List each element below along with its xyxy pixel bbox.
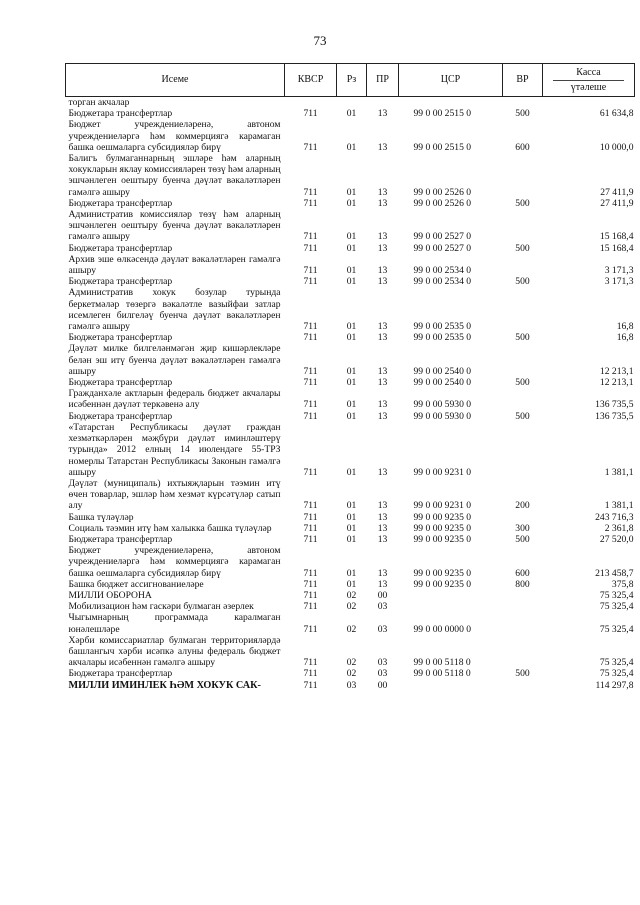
row-rz: 02 [346, 657, 357, 669]
table-row [66, 343, 635, 377]
header-pr: ПР [367, 64, 399, 97]
row-vr: 500 [515, 108, 530, 120]
row-pr: 13 [377, 265, 388, 277]
row-kvsr: 711 [303, 332, 318, 344]
row-pr: 13 [377, 231, 388, 243]
row-name: торган акчалар [68, 97, 130, 108]
table-row [66, 579, 635, 590]
row-vr [503, 209, 543, 243]
row-pr: 13 [377, 108, 388, 120]
row-rz: 01 [346, 332, 357, 344]
row-name: Башка бюджет ассигнованиеләре [68, 578, 204, 590]
row-name: Бюджет учреждениеләренә, автоном учреждениеләргә һәм коммерциягә карамаган башка оешмаларга субсидияләр бирү [68, 119, 281, 153]
row-vr [503, 343, 543, 377]
table-row [66, 635, 635, 669]
row-name: МИЛЛИ ИМИНЛЕК ҺӘМ ХОКУК САК- [68, 679, 261, 691]
table-row [66, 243, 635, 254]
row-kvsr: 711 [303, 410, 318, 422]
row-pr: 13 [377, 533, 388, 545]
row-kvsr: 711 [303, 533, 318, 545]
row-vr: 500 [515, 332, 530, 344]
row-name: Дәүләт (муниципаль) ихтыяҗларын тәэмин итү өчен товарлар, эшләр һәм хезмәт күрсәтүләр сатып алу [68, 477, 281, 512]
row-pr: 13 [377, 242, 388, 254]
row-sum: 16,8 [616, 321, 634, 333]
row-kvsr: 711 [303, 500, 318, 512]
table-row [66, 411, 635, 422]
row-vr: 500 [515, 276, 530, 288]
row-vr [503, 590, 543, 601]
row-sum: 15 168,4 [599, 242, 634, 254]
table-row [66, 512, 635, 523]
row-kvsr: 711 [303, 231, 318, 243]
row-sum [543, 97, 635, 109]
row-csr: 99 0 00 9235 0 [413, 567, 472, 579]
row-kvsr: 711 [303, 186, 318, 198]
row-csr: 99 0 00 2540 0 [413, 365, 472, 377]
row-csr: 99 0 00 9231 0 [413, 500, 472, 512]
row-sum: 3 171,3 [604, 276, 634, 288]
row-pr: 13 [377, 365, 388, 377]
row-csr: 99 0 00 2534 0 [413, 276, 472, 288]
header-name: Исеме [66, 64, 285, 97]
row-pr: 13 [377, 321, 388, 333]
row-pr: 13 [377, 399, 388, 411]
header-csr: ЦСР [399, 64, 503, 97]
row-pr: 13 [377, 332, 388, 344]
row-kvsr: 711 [303, 657, 318, 669]
table-row [66, 198, 635, 209]
row-kvsr: 711 [303, 522, 318, 534]
row-name: Бюджетара трансфертлар [68, 533, 173, 545]
row-pr: 13 [377, 197, 388, 209]
row-csr: 99 0 00 2515 0 [413, 141, 472, 153]
row-csr: 99 0 00 5930 0 [413, 399, 472, 411]
row-csr: 99 0 00 5118 0 [413, 657, 471, 669]
table-row [66, 108, 635, 119]
row-vr: 500 [515, 197, 530, 209]
row-kvsr: 711 [303, 589, 318, 601]
row-sum: 114 297,8 [595, 679, 634, 691]
row-pr: 00 [377, 679, 388, 691]
row-rz: 01 [346, 511, 357, 523]
row-kvsr: 711 [303, 679, 318, 691]
table-row [66, 523, 635, 534]
row-name: МИЛЛИ ОБОРОНА [68, 589, 152, 601]
row-sum: 75 325,4 [599, 623, 634, 635]
row-vr [503, 153, 543, 198]
row-vr: 500 [515, 410, 530, 422]
row-vr: 200 [515, 500, 530, 512]
row-csr: 99 0 00 2527 0 [413, 231, 472, 243]
table-row [66, 388, 635, 410]
row-name: Бюджетара трансфертлар [68, 668, 173, 680]
row-sum: 12 213,1 [599, 365, 634, 377]
table-row [66, 332, 635, 343]
row-csr: 99 0 00 2540 0 [413, 377, 472, 389]
row-pr: 13 [377, 567, 388, 579]
row-sum: 15 168,4 [599, 231, 634, 243]
header-sum-line1: Касса [576, 67, 601, 78]
row-sum: 1 381,1 [604, 500, 634, 512]
row-name: Административ комиссияләр төзү һәм аларның эшчәнлеген оештыру буенча дәүләт вәкаләтләрен гамәлгә ашыру [68, 209, 281, 243]
row-name: Бюджетара трансфертлар [68, 410, 173, 422]
row-rz: 01 [346, 321, 357, 333]
row-csr: 99 0 00 5118 0 [413, 668, 471, 680]
row-sum: 2 361,8 [604, 522, 634, 534]
row-vr: 500 [515, 242, 530, 254]
row-name: «Татарстан Республикасы дәүләт граждан хезмәткәрләрен мәҗбүри дәүләт иминләштерү турында» 2012 елның 14 июлендәге 55-ТРЗ номерлы Татарстан Республикасы Законын гамәлгә ашыру [68, 421, 281, 478]
row-rz [337, 97, 367, 109]
row-rz: 02 [346, 623, 357, 635]
row-name: Архив эше өлкәсендә дәүләт вәкаләтләрен гамәлгә ашыру [68, 253, 281, 277]
row-sum: 3 171,3 [604, 265, 634, 277]
row-rz: 01 [346, 265, 357, 277]
row-kvsr: 711 [303, 466, 318, 478]
row-kvsr: 711 [303, 242, 318, 254]
row-kvsr: 711 [303, 108, 318, 120]
row-csr: 99 0 00 9235 0 [413, 511, 472, 523]
table-row [66, 422, 635, 478]
row-csr: 99 0 00 9235 0 [413, 578, 472, 590]
row-csr: 99 0 00 2535 0 [413, 332, 472, 344]
row-vr [503, 612, 543, 634]
row-pr: 03 [377, 601, 388, 613]
row-rz: 01 [346, 522, 357, 534]
row-sum: 136 735,5 [595, 410, 634, 422]
row-sum: 12 213,1 [599, 377, 634, 389]
row-rz: 02 [346, 601, 357, 613]
row-name: Бюджетара трансфертлар [68, 377, 173, 389]
row-sum: 75 325,4 [599, 589, 634, 601]
row-rz: 02 [346, 589, 357, 601]
row-sum: 213 458,7 [595, 567, 634, 579]
row-rz: 01 [346, 141, 357, 153]
row-sum: 243 716,3 [595, 511, 634, 523]
row-sum: 75 325,4 [599, 668, 634, 680]
table-row [66, 254, 635, 276]
table-row [66, 119, 635, 153]
row-csr: 99 0 00 9235 0 [413, 522, 472, 534]
row-csr [399, 590, 503, 601]
row-sum: 75 325,4 [599, 657, 634, 669]
row-rz: 01 [346, 533, 357, 545]
row-rz: 01 [346, 377, 357, 389]
row-kvsr: 711 [303, 399, 318, 411]
table-row [66, 287, 635, 332]
row-csr: 99 0 00 2526 0 [413, 186, 472, 198]
table-row [66, 680, 635, 691]
row-sum: 27 411,9 [600, 197, 634, 209]
row-vr: 600 [515, 141, 530, 153]
row-kvsr: 711 [303, 567, 318, 579]
row-kvsr: 711 [303, 265, 318, 277]
row-pr: 13 [377, 141, 388, 153]
row-csr: 99 0 00 2534 0 [413, 265, 472, 277]
row-vr: 800 [515, 578, 530, 590]
table-row [66, 668, 635, 679]
row-rz: 01 [346, 410, 357, 422]
table-header-row [66, 64, 635, 97]
row-csr: 99 0 00 5930 0 [413, 410, 472, 422]
row-rz: 01 [346, 108, 357, 120]
row-pr [367, 97, 399, 109]
row-sum: 27 411,9 [600, 186, 634, 198]
row-name: Бюджетара трансфертлар [68, 276, 173, 288]
row-pr: 13 [377, 500, 388, 512]
row-kvsr: 711 [303, 141, 318, 153]
row-sum: 27 520,0 [599, 533, 634, 545]
row-csr [399, 97, 503, 109]
row-kvsr: 711 [303, 623, 318, 635]
page-number: 73 [313, 33, 327, 48]
header-vr: ВР [503, 64, 543, 97]
row-rz: 02 [346, 668, 357, 680]
row-vr [503, 422, 543, 478]
row-sum: 10 000,0 [599, 141, 634, 153]
table-row [66, 478, 635, 512]
row-rz: 01 [346, 276, 357, 288]
row-name: Бюджетара трансфертлар [68, 108, 173, 120]
row-csr: 99 0 00 2526 0 [413, 197, 472, 209]
header-sum-line2: үтәлеше [553, 80, 624, 94]
row-rz: 01 [346, 365, 357, 377]
row-rz: 01 [346, 578, 357, 590]
row-vr: 500 [515, 533, 530, 545]
table-row [66, 209, 635, 243]
table-row [66, 153, 635, 198]
row-pr: 00 [377, 589, 388, 601]
row-name: Дәүләт милке билгеләнмәгән җир кишәрлекләре белән эш итү буенча дәүләт вәкаләтләрен гамәлгә ашыру [68, 343, 281, 377]
row-name: Мобилизацион һәм гаскәри булмаган әзерлек [68, 601, 254, 613]
budget-table [65, 63, 635, 691]
row-rz: 01 [346, 500, 357, 512]
row-pr: 03 [377, 657, 388, 669]
row-name: Социаль тәэмин итү һәм халыкка башка түләүләр [68, 522, 272, 534]
row-vr: 500 [515, 377, 530, 389]
table-row [66, 612, 635, 634]
row-pr: 03 [377, 623, 388, 635]
row-csr: 99 0 00 2535 0 [413, 321, 472, 333]
row-rz: 01 [346, 197, 357, 209]
row-sum: 375,8 [611, 578, 634, 590]
row-vr [503, 388, 543, 410]
row-pr: 03 [377, 668, 388, 680]
row-vr [503, 635, 543, 669]
row-kvsr: 711 [303, 321, 318, 333]
row-sum: 75 325,4 [599, 601, 634, 613]
row-name: Административ хокук бозулар турында беркетмәләр төзергә вәкаләтле вазыйфаи затлар исемлеген билгеләү буенча дәүләт вәкаләтләрен гамәлгә ашыру [68, 287, 281, 333]
row-sum: 136 735,5 [595, 399, 634, 411]
row-pr: 13 [377, 377, 388, 389]
row-name: Бюджетара трансфертлар [68, 332, 173, 344]
row-kvsr: 711 [303, 511, 318, 523]
row-pr: 13 [377, 511, 388, 523]
row-name: Балигъ булмаганнарның эшләре һәм аларның хокукларын яклау комиссияләрен төзү һәм аларның эшчәнлеген оештыру буенча дәүләт вәкаләтләрен гамәлгә ашыру [68, 153, 281, 198]
row-rz: 03 [346, 679, 357, 691]
row-pr: 13 [377, 578, 388, 590]
row-rz: 01 [346, 567, 357, 579]
header-rz: Рз [337, 64, 367, 97]
row-vr [503, 601, 543, 612]
row-name: Бюджетара трансфертлар [68, 242, 173, 254]
row-pr: 13 [377, 276, 388, 288]
row-sum: 61 634,8 [599, 108, 634, 120]
row-csr: 99 0 00 9231 0 [413, 466, 472, 478]
table-row [66, 601, 635, 612]
row-sum: 1 381,1 [604, 466, 634, 478]
row-name: Чыгымнарның программада каралмаган юнәлешләре [68, 612, 281, 635]
row-vr [503, 97, 543, 109]
table-row [66, 590, 635, 601]
row-kvsr: 711 [303, 276, 318, 288]
header-sum [543, 64, 635, 97]
row-csr: 99 0 00 0000 0 [413, 623, 472, 635]
row-kvsr: 711 [303, 197, 318, 209]
header-kvsr: КВСР [285, 64, 337, 97]
row-vr [503, 287, 543, 332]
row-rz: 01 [346, 242, 357, 254]
row-kvsr: 711 [303, 668, 318, 680]
row-rz: 01 [346, 231, 357, 243]
row-vr [503, 254, 543, 276]
table-row [66, 534, 635, 545]
row-vr: 600 [515, 567, 530, 579]
row-csr: 99 0 00 2527 0 [413, 242, 472, 254]
row-pr: 13 [377, 410, 388, 422]
row-vr: 300 [515, 522, 530, 534]
row-vr [503, 680, 543, 691]
row-rz: 01 [346, 186, 357, 198]
row-csr: 99 0 00 9235 0 [413, 533, 472, 545]
row-kvsr: 711 [303, 601, 318, 613]
row-csr [399, 601, 503, 612]
row-vr [503, 512, 543, 523]
row-csr: 99 0 00 2515 0 [413, 108, 472, 120]
row-rz: 01 [346, 466, 357, 478]
row-pr: 13 [377, 522, 388, 534]
row-kvsr: 711 [303, 365, 318, 377]
table-row [66, 545, 635, 579]
table-row [66, 276, 635, 287]
row-vr: 500 [515, 668, 530, 680]
row-name: Бюджетара трансфертлар [68, 197, 173, 209]
row-kvsr: 711 [303, 578, 318, 590]
table-row [66, 377, 635, 388]
row-sum: 16,8 [616, 332, 634, 344]
row-pr: 13 [377, 186, 388, 198]
row-kvsr: 711 [303, 377, 318, 389]
row-pr: 13 [377, 466, 388, 478]
row-name: Гражданхәле актларын федераль бюджет акчалары исәбеннән дәүләт теркәвенә алу [68, 388, 281, 411]
row-name: Хәрби комиссариатлар булмаган территорияләрдә башлангыч хәрби исәпкә алуны федераль бюджет акчалары исәбеннән гамәлгә ашыру [68, 634, 281, 669]
row-kvsr [285, 97, 337, 109]
row-rz: 01 [346, 399, 357, 411]
row-csr [399, 680, 503, 691]
row-name: Башка түләүләр [68, 511, 134, 523]
table-row [66, 97, 635, 109]
row-name: Бюджет учреждениеләренә, автоном учреждениеләргә һәм коммерциягә карамаган башка оешмаларга субсидияләр бирү [68, 545, 281, 579]
